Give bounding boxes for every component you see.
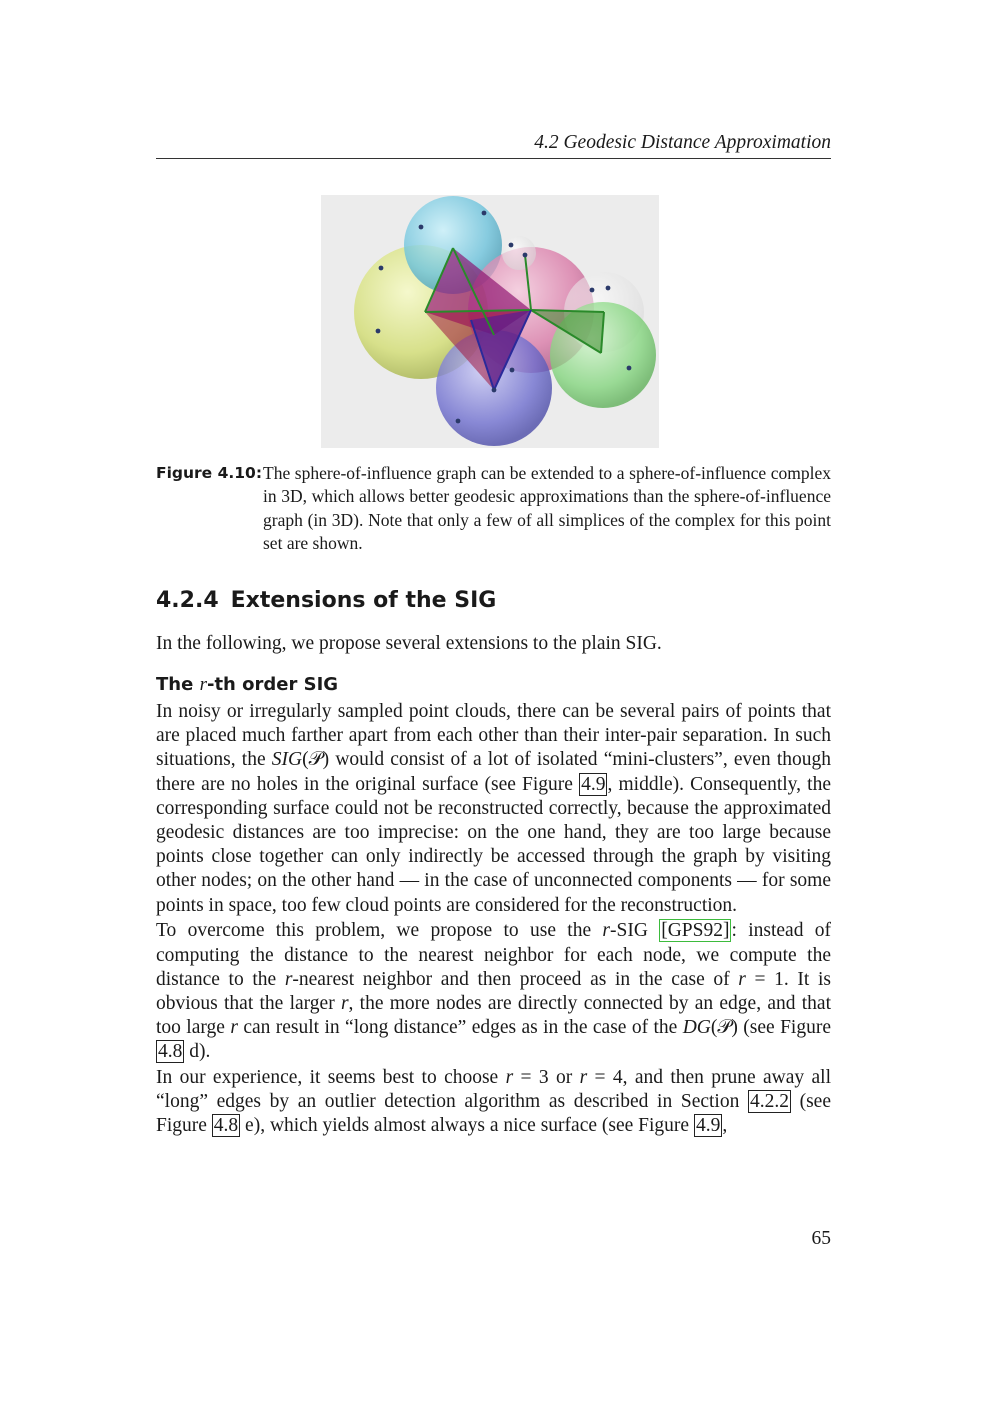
math-sig: SIG (271, 749, 303, 771)
math-var: r (230, 1017, 238, 1039)
math-var: r (505, 1067, 514, 1089)
subsection-suffix: -th order SIG (206, 674, 339, 695)
math-var: r (340, 992, 349, 1014)
subsection-prefix: The (156, 674, 200, 695)
text-run: -nearest neighbor and then proceed as in the case of (292, 968, 739, 990)
point (419, 225, 424, 230)
point (590, 288, 595, 293)
figure-label: Figure 4.10: (156, 464, 263, 482)
figure-ref-link[interactable]: 4.8 (213, 1115, 239, 1137)
text-run: (see Figure (156, 1091, 831, 1137)
text-run: , middle). Consequently, the corresponding surface could not be reconstructed correctly, because the approximated geodesic distances are too imprecise: on the one hand, they are too large because points close together can only indirectly be accessed through the graph by visiting other nodes; on the other hand — in the case of unconnected components — for some points in space, too few cloud points are considered for the reconstruction. (156, 773, 831, 916)
section-ref-link[interactable]: 4.2.2 (749, 1091, 789, 1113)
math-arg: (𝒫) (302, 749, 330, 771)
text-run: , (722, 1115, 728, 1137)
point (523, 253, 528, 258)
text-run: would consist of a lot of isolated “mini-clusters”, even though there are no holes in the original surface (see Figure (156, 749, 832, 795)
math-var: r (738, 968, 746, 990)
running-header (156, 132, 831, 159)
text-run: To overcome this problem, we propose to use the (156, 920, 603, 942)
figure-ref-link[interactable]: 4.9 (581, 773, 606, 795)
text-run: In noisy or irregularly sampled point clouds, there can be several pairs of points that are placed much farther apart from each other than their inter-pair separation. In such situations, the (156, 701, 831, 771)
point (482, 211, 487, 216)
running-header-title: 4.2 Geodesic Distance Approximation (534, 132, 831, 153)
figure-sphere-of-influence-render (321, 195, 659, 448)
math-var: r (579, 1067, 588, 1089)
text-run: (see Figure (737, 1017, 831, 1039)
paragraph-1 (156, 700, 831, 918)
text-run: . It is obvious that the larger (156, 968, 831, 1014)
text-run: In our experience, it seems best to choose (156, 1067, 506, 1089)
text-run: : instead of computing the distance to the nearest neighbor for each node, we compute the distance to the (156, 920, 831, 990)
sphere-render-image (321, 195, 659, 448)
text-run: = 4, and then prune away all “long” edges by an outlier detection algorithm as described in Section (156, 1067, 831, 1113)
math-var: r (284, 968, 293, 990)
figure-caption (156, 462, 831, 555)
point (627, 366, 632, 371)
figure-ref-link[interactable]: 4.9 (695, 1115, 721, 1137)
subsection-heading (156, 674, 831, 696)
text-run: e), which yields almost always a nice surface (see Figure (240, 1115, 694, 1137)
section-title: Extensions of the SIG (230, 588, 497, 613)
point (376, 329, 381, 334)
text-run: can result in “long distance” edges as in the case of the (237, 1017, 683, 1039)
point (492, 388, 497, 393)
paragraph-2 (156, 919, 831, 1064)
point (456, 419, 461, 424)
point (379, 266, 384, 271)
point (510, 368, 515, 373)
section-intro: In the following, we propose several extensions to the plain SIG. (156, 633, 662, 654)
body-text (156, 700, 831, 1140)
figure-ref-link[interactable]: 4.8 (158, 1041, 183, 1063)
paragraph-3 (156, 1066, 831, 1139)
figure-caption-text: The sphere-of-influence graph can be extended to a sphere-of-influence complex in 3D, which allows better geodesic approximations than the sphere-of-influence graph (in 3D). Note that only a few of all simplices of the complex for this point set are shown. (263, 463, 831, 553)
point (509, 243, 514, 248)
math-eq: = 1 (745, 968, 784, 990)
text-run: , the more nodes are directly connected by an edge, and that too large (156, 992, 831, 1039)
section-heading (156, 588, 831, 613)
text-run: d). (184, 1041, 211, 1063)
math-dg: DG (682, 1017, 711, 1039)
page-number: 65 (811, 1228, 831, 1249)
subsection-variable: r (199, 674, 207, 695)
math-arg: (𝒫) (710, 1017, 738, 1039)
citation-link[interactable]: [GPS92] (661, 920, 730, 942)
text-run: -SIG (610, 920, 660, 942)
section-number: 4.2.4 (156, 588, 219, 613)
sphere-white-small (502, 236, 536, 270)
text-run: = 3 or (513, 1067, 580, 1089)
point (606, 286, 611, 291)
math-var: r (602, 920, 610, 942)
